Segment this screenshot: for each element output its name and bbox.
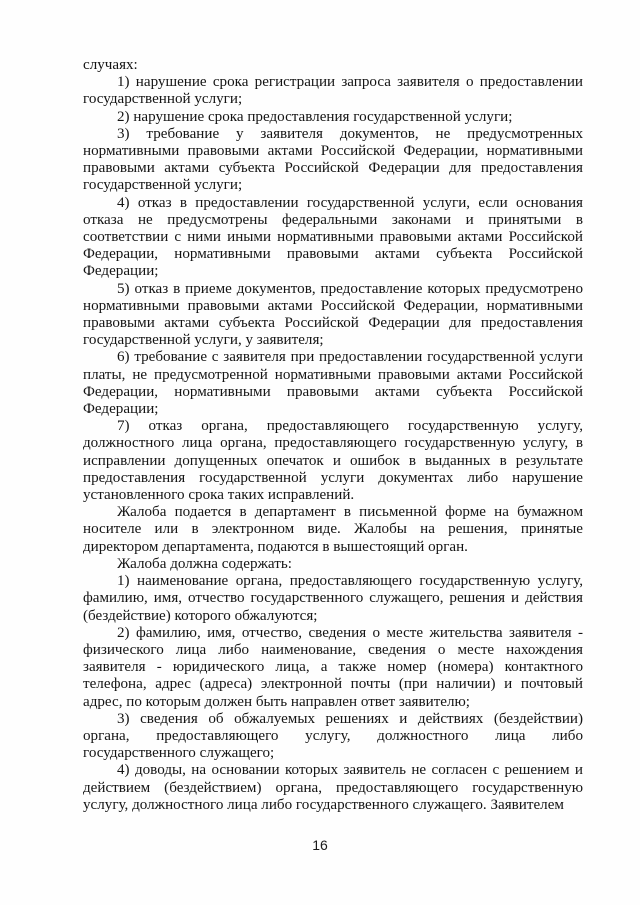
body-text [83,57,583,814]
paragraph-contents-item-1: 1) наименование органа, предоставляющего государственную услугу, фамилию, имя, отчество государственного служащего, решения и действия (бездействие) которого обжалуются; [83,573,583,624]
paragraph-contents-item-2: 2) фамилию, имя, отчество, сведения о месте жительства заявителя - физического лица либо наименование, сведения о месте нахождения заявителя - юридического лица, а также номер (номера) контактного телефона, адрес (адреса) электронной почты (при наличии) и почтовый адрес, по которым должен быть направлен ответ заявителю; [83,624,583,710]
paragraph-item-1: 1) нарушение срока регистрации запроса заявителя о предоставлении государственной услуги; [83,74,583,108]
paragraph-complaint-submission: Жалоба подается в департамент в письменной форме на бумажном носителе или в электронном виде. Жалобы на решения, принятые директором департамента, подаются в вышестоящий орган. [83,504,583,555]
paragraph-item-7: 7) отказ органа, предоставляющего государственную услугу, должностного лица органа, предоставляющего государственную услугу, в исправлении допущенных опечаток и ошибок в выданных в результате предоставления государственной услуги документах либо нарушение установленного срока таких исправлений. [83,418,583,504]
paragraph-item-2: 2) нарушение срока предоставления государственной услуги; [117,108,513,125]
paragraph-item-3: 3) требование у заявителя документов, не предусмотренных нормативными правовыми актами Российской Федерации, нормативными правовыми актами субъекта Российской Федерации для предоставления государственной услуги; [83,125,583,194]
paragraph-continuation: случаях: [83,57,138,73]
paragraph-item-5: 5) отказ в приеме документов, предоставление которых предусмотрено нормативными правовыми актами Российской Федерации, нормативными правовыми актами субъекта Российской Федерации для предоставления государственной услуги, у заявителя; [83,280,583,349]
page-number: 16 [312,837,328,853]
paragraph-item-6: 6) требование с заявителя при предоставлении государственной услуги платы, не предусмотренной нормативными правовыми актами Российской Федерации, нормативными правовыми актами субъекта Российской Федерации; [83,349,583,418]
paragraph-complaint-contents-intro: Жалоба должна содержать: [117,555,292,572]
paragraph-item-4: 4) отказ в предоставлении государственной услуги, если основания отказа не предусмотрены федеральными законами и принятыми в соответствии с ними иными нормативными правовыми актами Российской Федерации, нормативными правовыми актами субъекта Российской Федерации; [83,194,583,280]
paragraph-contents-item-4: 4) доводы, на основании которых заявитель не согласен с решением и действием (бездействием) органа, предоставляющего государственную услугу, должностного лица либо государственного служащего. Заявителем [83,762,583,813]
paragraph-contents-item-3: 3) сведения об обжалуемых решениях и действиях (бездействии) органа, предоставляющего услугу, должностного лица либо государственного служащего; [83,710,583,762]
